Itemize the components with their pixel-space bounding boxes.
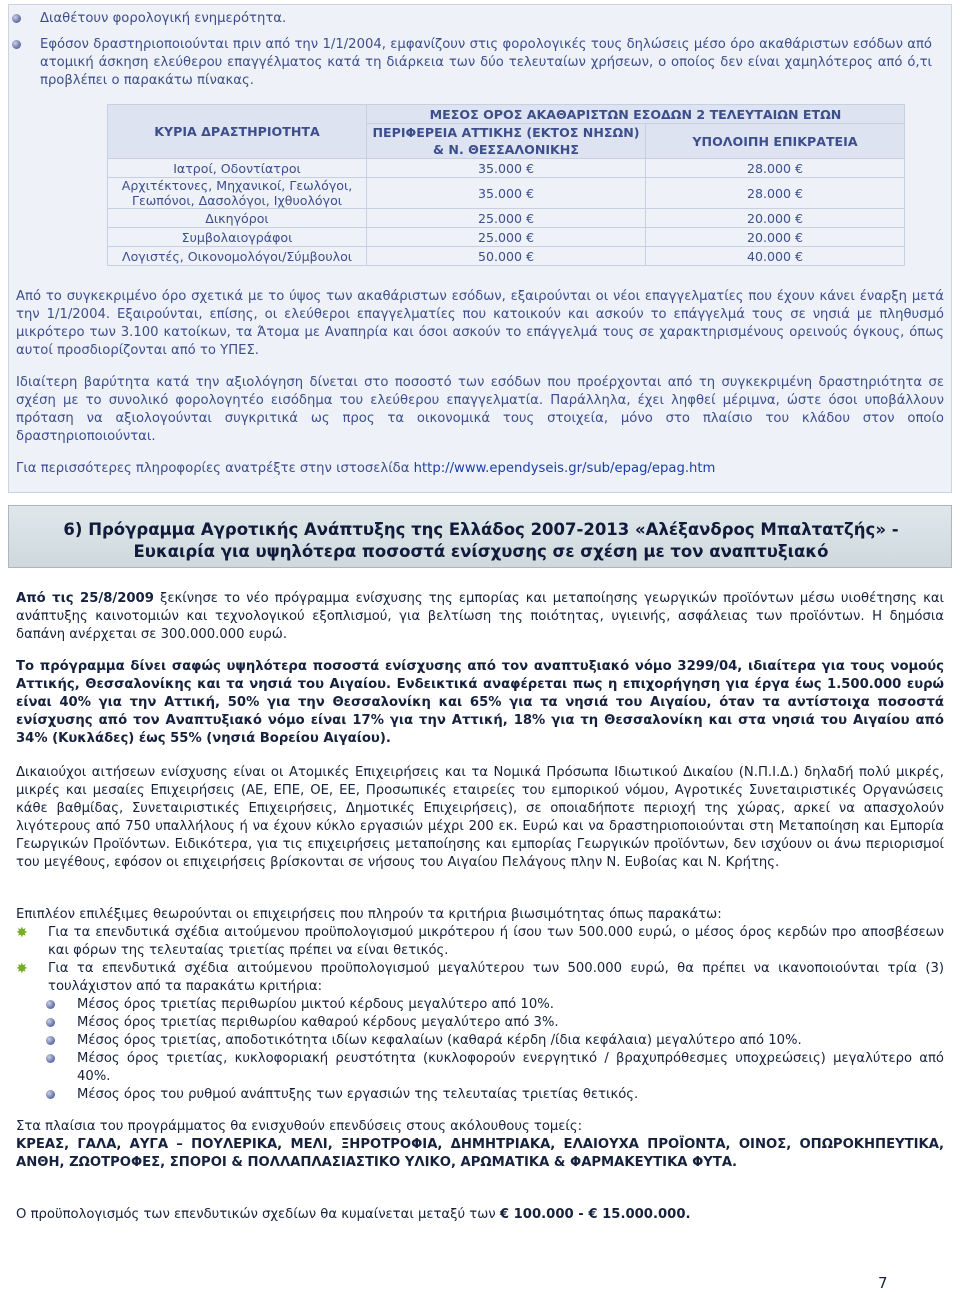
bullet-icon — [46, 1018, 55, 1027]
table-row: Δικηγόροι 25.000 € 20.000 € — [108, 209, 905, 228]
group-header: ΜΕΣΟΣ ΟΡΟΣ ΑΚΑΘΑΡΙΣΤΩΝ ΕΣΟΔΩΝ 2 ΤΕΛΕΥΤΑΙΩΝ ΕΤΩΝ — [367, 105, 905, 124]
star-icon: ✸ — [16, 961, 28, 977]
col-activity-header: ΚΥΡΙΑ ΔΡΑΣΤΗΡΙΟΤΗΤΑ — [108, 105, 367, 159]
section-title-box — [8, 505, 952, 568]
page-number: 7 — [878, 1274, 888, 1292]
criteria-item: ✸ Για τα επενδυτικά σχέδια αιτούμενου προϋπολογισμού μικρότερου ή ίσου των 500.000 ευρώ, ο μέσος όρος κερδών προ αποσβέσεων και φόρων της τελευταίας τριετίας πρέπει να είναι θετικός. — [16, 925, 944, 958]
sectors-intro: Στα πλαίσια του προγράμματος θα ενισχυθούν επενδύσεις στους ακόλουθους τομείς: — [16, 1119, 583, 1134]
section-subtitle: Ευκαιρία για υψηλότερα ποσοστά ενίσχυσης σε σχέση με τον αναπτυξιακό — [133, 542, 829, 561]
bullet-icon — [12, 40, 21, 49]
bullet-icon — [46, 1036, 55, 1045]
sub-criteria-item: Μέσος όρος τριετίας, αποδοτικότητα ιδίων κεφαλαίων (καθαρά κέρδη /ίδια κεφάλαια) μεγαλύτερο από 10%. — [46, 1032, 944, 1050]
bullet-icon — [46, 1000, 55, 1009]
program-rates: Το πρόγραμμα δίνει σαφώς υψηλότερα ποσοστά ενίσχυσης από τον αναπτυξιακό νόμο 3299/04, ιδιαίτερα για τους νομούς Αττικής, Θεσσαλονίκης και τα νησιά του Αιγαίου. Ενδεικτικά αναφέρεται πως η επιχορήγηση για έργα έως 1.500.000 ευρώ είναι 40% για την Αττική, 50% για την Θεσσαλονίκη και 65% για τα νησιά του Αιγαίου, όταν τα αντίστοιχα ποσοστά ενίσχυσης από τον Αναπτυξιακό νόμο είναι 17% για την Αττική, 18% για τη Θεσσαλονίκη και στα νησιά του Αιγαίου από 34% (Κυκλάδες) έως 55% (νησιά Βορείου Αιγαίου). — [16, 659, 944, 746]
star-icon: ✸ — [16, 925, 28, 941]
bullet-icon — [12, 14, 21, 23]
weighting-paragraph: Ιδιαίτερη βαρύτητα κατά την αξιολόγηση δίνεται στο ποσοστό των εσόδων που προέρχονται από τη συγκεκριμένη δραστηριότητα σε σχέση με το συνολικό φορολογητέο εισόδημα του ελεύθερου επαγγελματία. Παράλληλα, έχει ληφθεί μέριμνα, ώστε όσοι υποβάλλουν πρόταση να αξιολογούνται συγκριτικά ως προς τα οικονομικά τους στοιχεία, μόνο στο πλαίσιο του κλάδου στον οποίο δραστηριοποιούνται. — [16, 375, 944, 444]
info-link[interactable]: http://www.ependyseis.gr/sub/epag/epag.htm — [413, 461, 716, 476]
bullet-icon — [46, 1054, 55, 1063]
sub-criteria-item: Μέσος όρος τριετίας, κυκλοφοριακή ρευστότητα (κυκλοφορούν ενεργητικό / βραχυπρόθεσμες υποχρεώσεις) μεγαλύτερο από 40%. — [46, 1050, 944, 1086]
bullet-item: Διαθέτουν φορολογική ενημερότητα. — [12, 10, 932, 28]
criteria-item: ✸ Για τα επενδυτικά σχέδια αιτούμενου προϋπολογισμού μεγαλύτερου των 500.000 ευρώ, θα πρέπει να ικανοποιούνται τρία (3) τουλάχιστον από τα παρακάτω κριτήρια: — [16, 961, 944, 994]
table-row: Συμβολαιογράφοι 25.000 € 20.000 € — [108, 228, 905, 247]
sub-criteria-item: Μέσος όρος τριετίας περιθωρίου μικτού κέρδους μεγαλύτερο από 10%. — [46, 996, 944, 1014]
criteria-intro: Επιπλέον επιλέξιμες θεωρούνται οι επιχειρήσεις που πληρούν τα κριτήρια βιωσιμότητας όπως παρακάτω: — [16, 907, 722, 922]
info-paragraph: Για περισσότερες πληροφορίες ανατρέξτε στην ιστοσελίδα http://www.ependyseis.gr/sub/epag/epag.htm — [16, 461, 716, 476]
sub-criteria-item: Μέσος όρος του ρυθμού ανάπτυξης των εργασιών της τελευταίας τριετίας θετικός. — [46, 1086, 944, 1104]
section-title: 6) Πρόγραμμα Αγροτικής Ανάπτυξης της Ελλάδος 2007-2013 «Αλέξανδρος Μπαλτατζής» - — [63, 520, 899, 539]
bullet-item: Εφόσον δραστηριοποιούνται πριν από την 1/1/2004, εμφανίζουν στις φορολογικές τους δηλώσεις μέσο όρο ακαθάριστων εσόδων από ατομική άσκηση ελεύθερου επαγγέλματος κατά τη διάρκεια των δύο τελευταίων χρήσεων, ο οποίος δεν είναι χαμηλότερος από ό,τι προβλέπει ο παρακάτω πίνακας. — [12, 36, 932, 90]
beneficiaries-paragraph: Δικαιούχοι αιτήσεων ενίσχυσης είναι οι Ατομικές Επιχειρήσεις και τα Νομικά Πρόσωπα Ιδιωτικού Δικαίου (Ν.Π.Ι.Δ.) δηλαδή πολύ μικρές, μικρές και μεσαίες Επιχειρήσεις (ΑΕ, ΕΠΕ, ΟΕ, ΕΕ, Προσωπικές εταιρείες του εμπορικού νόμου, Αγροτικές Συνεταιριστικές Οργανώσεις κάθε βαθμίδας, Συνεταιριστικές Επιχειρήσεις, Δημοτικές Επιχειρήσεις), σε οποιαδήποτε περιοχή της χώρας, αρκεί να απασχολούν λιγότερους από 750 υπαλλήλους ή να έχουν κύκλο εργασιών μέχρι 200 εκ. Ευρώ και να δραστηριοποιούνται στη Μεταποίηση και Εμπορία Γεωργικών Προϊόντων. Ειδικότερα, για τις επιχειρήσεις μεταποίησης και εμπορίας Γεωργικών προϊόντων, δεν ισχύουν οι άνω περιορισμοί του μεγέθους, εφόσον οι επιχειρήσεις βρίσκονται σε νήσους του Αιγαίου Πελάγους πλην Ν. Ευβοίας και Ν. Κρήτης. — [16, 765, 944, 870]
bullet-icon — [46, 1090, 55, 1099]
budget-range: Ο προϋπολογισμός των επενδυτικών σχεδίων θα κυμαίνεται μεταξύ των € 100.000 - € 15.000.000. — [16, 1207, 691, 1222]
sectors-list: ΚΡΕΑΣ, ΓΑΛΑ, ΑΥΓΑ – ΠΟΥΛΕΡΙΚΑ, ΜΕΛΙ, ΞΗΡΟΤΡΟΦΙΑ, ΔΗΜΗΤΡΙΑΚΑ, ΕΛΑΙΟΥΧΑ ΠΡΟΪΟΝΤΑ, ΟΙΝΟΣ, ΟΠΩΡΟΚΗΠΕΥΤΙΚΑ, ΑΝΘΗ, ΖΩΟΤΡΟΦΕΣ, ΣΠΟΡΟΙ & ΠΟΛΛΑΠΛΑΣΙΑΣΤΙΚΟ ΥΛΙΚΟ, ΑΡΩΜΑΤΙΚΑ & ΦΑΡΜΑΚΕΥΤΙΚΑ ΦΥΤΑ. — [16, 1137, 944, 1170]
exemption-paragraph: Από το συγκεκριμένο όρο σχετικά με το ύψος των ακαθάριστων εσόδων, εξαιρούνται οι νέοι επαγγελματίες που έχουν κάνει έναρξη μετά την 1/1/2004. Εξαιρούνται, επίσης, οι ελεύθεροι επαγγελματίες που κατοικούν και ασκούν το επάγγελμά τους σε νησιά με πληθυσμό μικρότερο των 3.100 κατοίκων, τα Άτομα με Αναπηρία και όσοι ασκούν το επάγγελμά τους σε χαρακτηρισμένους ορεινούς όγκους, όπως αυτοί προσδιορίζονται από το ΥΠΕΣ. — [16, 289, 944, 358]
table-row: Ιατροί, Οδοντίατροι 35.000 € 28.000 € — [108, 159, 905, 178]
table-row: Αρχιτέκτονες, Μηχανικοί, Γεωλόγοι, Γεωπόνοι, Δασολόγοι, Ιχθυολόγοι 35.000 € 28.000 € — [108, 178, 905, 209]
program-intro: Από τις 25/8/2009 ξεκίνησε το νέο πρόγραμμα ενίσχυσης της εμπορίας και μεταποίησης γεωργικών προϊόντων μέσω υιοθέτησης και ανάπτυξης καινοτομιών και τεχνολογικού εξοπλισμού, για βελτίωση της ποιότητας, υγιεινής, ασφάλειας των προϊόντων. Η δημόσια δαπάνη ανέρχεται σε 300.000.000 ευρώ. — [16, 591, 944, 642]
income-table — [107, 104, 905, 266]
sub-criteria-item: Μέσος όρος τριετίας περιθωρίου καθαρού κέρδους μεγαλύτερο από 3%. — [46, 1014, 944, 1032]
table-row: Λογιστές, Οικονομολόγοι/Σύμβουλοι 50.000 € 40.000 € — [108, 247, 905, 266]
col-attica-header: ΠΕΡΙΦΕΡΕΙΑ ΑΤΤΙΚΗΣ (ΕΚΤΟΣ ΝΗΣΩΝ) & Ν. ΘΕΣΣΑΛΟΝΙΚΗΣ — [367, 124, 646, 159]
col-rest-header: ΥΠΟΛΟΙΠΗ ΕΠΙΚΡΑΤΕΙΑ — [646, 124, 905, 159]
